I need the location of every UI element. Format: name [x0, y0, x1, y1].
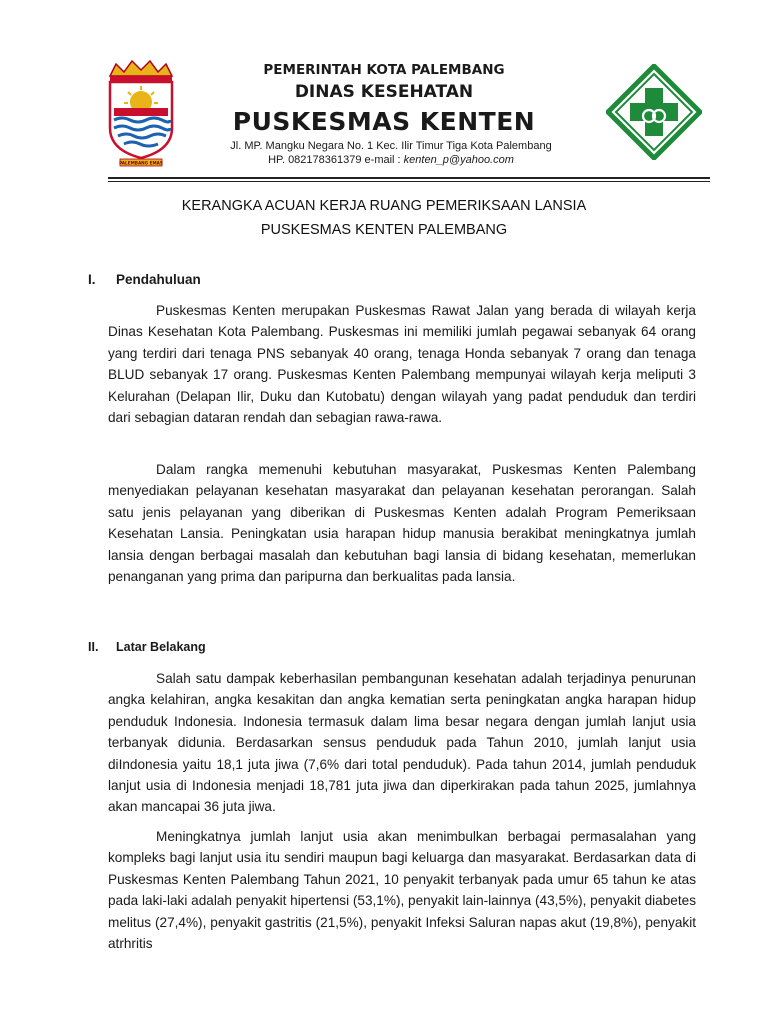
clinic-name: PUSKESMAS KENTEN — [232, 107, 536, 136]
clinic-contact — [0, 154, 768, 166]
section-1-paragraph-1: Puskesmas Kenten merupakan Puskesmas Rawat Jalan yang berada di wilayah kerja Dinas Kesehatan Kota Palembang. Puskesmas ini memiliki jumlah pegawai sebanyak 64 orang yang terdiri dari tenaga PNS sebanyak 40 orang, tenaga Honda sebanyak 7 orang dan tenaga BLUD sebanyak 17 orang. Puskesmas Kenten Palembang mempunyai wilayah kerja meliputi 3 Kelurahan (Delapan Ilir, Duku dan Kutobatu) dengan wilayah yang padat penduduk dan terdiri dari sebagian dataran rendah dan sebagian rawa-rawa. — [108, 303, 696, 426]
government-name: PEMERINTAH KOTA PALEMBANG — [263, 62, 505, 78]
letterhead-rule-thin — [108, 181, 710, 182]
document-title-line1: KERANGKA ACUAN KERJA RUANG PEMERIKSAAN LANSIA — [181, 198, 587, 214]
clinic-address: Jl. MP. Mangku Negara No. 1 Kec. Ilir Timur Tiga Kota Palembang — [230, 140, 552, 152]
section-2-title: Latar Belakang — [116, 640, 206, 654]
letterhead-rule-thick — [108, 177, 710, 179]
svg-text:PALEMBANG EMAS: PALEMBANG EMAS — [119, 160, 163, 166]
section-2-number: II. — [88, 640, 99, 654]
contact-phone: HP. 082178361379 e-mail : — [268, 154, 404, 166]
document-title-line2: PUSKESMAS KENTEN PALEMBANG — [260, 222, 508, 238]
department-name: DINAS KESEHATAN — [294, 82, 474, 102]
section-1-title: Pendahuluan — [116, 272, 201, 287]
section-1-paragraph-2: Dalam rangka memenuhi kebutuhan masyarakat, Puskesmas Kenten Palembang menyediakan pelayanan kesehatan masyarakat dan pelayanan kesehatan perorangan. Salah satu jenis pelayanan yang diberikan di Puskesmas Kenten adalah Program Pemeriksaan Kesehatan Lansia. Peningkatan usia harapan hidup manusia berakibat meningkatnya jumlah lansia dengan berbagai masalah dan kebutuhan bagi lansia di bidang kesehatan, memerlukan penanganan yang prima dan paripurna dan berkualitas pada lansia. — [108, 462, 696, 585]
contact-email[interactable]: kenten_p@yahoo.com — [403, 154, 514, 166]
section-2-paragraph-1: Salah satu dampak keberhasilan pembangunan kesehatan adalah terjadinya penurunan angka kelahiran, angka kesakitan dan angka kematian serta peningkatan angka harapan hidup penduduk Indonesia. Indonesia termasuk dalam lima besar negara dengan jumlah lanjut usia terbanyak didunia. Berdasarkan sensus penduduk pada Tahun 2010, jumlah lanjut usia diIndonesia yaitu 18,1 juta jiwa (7,6% dari total penduduk). Pada tahun 2014, jumlah penduduk lanjut usia di Indonesia menjadi 18,781 juta jiwa dan diperkirakan pada tahun 2025, jumlahnya akan mancapai 36 juta jiwa. — [108, 671, 696, 815]
section-1-number: I. — [88, 272, 96, 287]
section-2-paragraph-2: Meningkatnya jumlah lanjut usia akan menimbulkan berbagai permasalahan yang kompleks bagi lanjut usia itu sendiri maupun bagi keluarga dan masyarakat. Berdasarkan data di Puskesmas Kenten Palembang Tahun 2021, 10 penyakit terbanyak pada umur 65 tahun ke atas pada laki-laki adalah penyakit hipertensi (53,1%), penyakit lain-lainnya (43,5%), penyakit diabetes melitus (27,4%), penyakit gastritis (21,5%), penyakit Infeksi Saluran napas akut (19,8%), penyakit atrhritis — [108, 829, 696, 952]
